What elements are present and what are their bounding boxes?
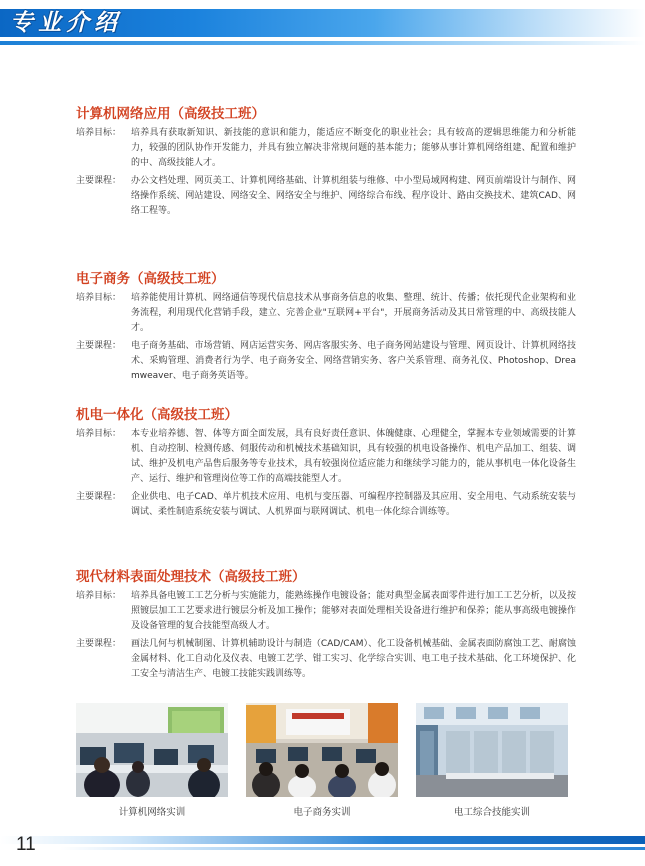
main-courses	[76, 339, 576, 384]
training-goal	[76, 126, 576, 171]
main-courses	[76, 490, 576, 520]
photo-caption: 电工综合技能实训	[453, 807, 530, 818]
goal-text: 培养具备电镀工工艺分析与实施能力，能熟练操作电镀设备；能对典型金属表面零件进行加工工艺分析，以及按照镀层加工工艺要求进行镀层分析及加工操作；能够对表面处理相关设备进行维护和保养；能从事高级电镀操作及设备管理的复合技能型高级人才。	[131, 591, 576, 631]
major-title: 机电一体化（高级技工班）	[76, 407, 238, 423]
photo-caption: 计算机网络实训	[118, 807, 186, 818]
training-goal	[76, 427, 576, 487]
header-stripe	[0, 41, 645, 45]
major-section-mechatronics	[76, 406, 576, 520]
major-section-surface-treatment	[76, 568, 576, 682]
major-title: 计算机网络应用（高级技工班）	[76, 106, 265, 122]
footer-band	[0, 836, 645, 844]
page-header	[0, 0, 645, 58]
photo-caption: 电子商务实训	[293, 807, 351, 818]
goal-text: 培养具有获取新知识、新技能的意识和能力，能适应不断变化的职业社会；具有较高的逻辑思维能力和分析能力，较强的团队协作开发能力，并具有独立解决非常规问题的基本能力；能够从事计算机网络组建、配置和维护的中、高级技能人才。	[131, 128, 576, 168]
goal-text: 本专业培养德、智、体等方面全面发展，具有良好责任意识、体魄健康、心理健全，掌握本专业领域需要的计算机、自动控制、检测传感、伺服传动和机械技术基础知识，具有较强的机电设备操作、机电产品加工、组装、调试、维护及机电产品售后服务等专业技术，具有较强岗位适应能力和继续学习能力的，能从事机电一体化设备生产、运行、维护和管理岗位等工作的高端技能型人才。	[131, 429, 576, 484]
footer-stripe	[60, 847, 645, 850]
major-section-network	[76, 105, 576, 219]
page-title: 专业介绍	[10, 10, 122, 36]
course-label: 主要课程：	[76, 176, 122, 186]
major-section-ecommerce	[76, 270, 576, 384]
course-text: 办公文档处理、网页美工、计算机网络基础、计算机组装与维修、中小型局域网构建、网页前端设计与制作、网络操作系统、网站建设、网络安全、网络安全与维护、网络综合布线、程序设计、路由交换技术、建筑CAD、网络工程等。	[131, 176, 576, 216]
course-label: 主要课程：	[76, 341, 122, 351]
course-text: 画法几何与机械制图、计算机辅助设计与制造（CAD/CAM）、化工设备机械基础、金属表面防腐蚀工艺、耐腐蚀金属材料、化工自动化及仪表、电镀工艺学、钳工实习、化学综合实训、电工电子技术基础、化工环境保护、化工安全与清洁生产、电镀工技能实践训练等。	[131, 639, 576, 679]
course-label: 主要课程：	[76, 492, 122, 502]
major-title: 现代材料表面处理技术（高级技工班）	[76, 569, 306, 585]
goal-label: 培养目标：	[76, 293, 122, 303]
course-text: 电子商务基础、市场营销、网店运营实务、网店客服实务、电子商务网站建设与管理、网页设计、计算机网络技术、采购管理、消费者行为学、电子商务安全、网络营销实务、客户关系管理、商务礼仪、Photoshop、Dreamweaver、电子商务英语等。	[131, 341, 576, 381]
main-courses	[76, 637, 576, 682]
training-goal	[76, 291, 576, 336]
main-courses	[76, 174, 576, 219]
photo-network-lab	[76, 703, 228, 797]
goal-label: 培养目标：	[76, 429, 122, 439]
page-number: 11	[16, 834, 36, 855]
photo-ecommerce-lab	[246, 703, 398, 797]
goal-label: 培养目标：	[76, 128, 122, 138]
photo-electrical-lab	[416, 703, 568, 797]
training-goal	[76, 589, 576, 634]
course-label: 主要课程：	[76, 639, 122, 649]
goal-label: 培养目标：	[76, 591, 122, 601]
major-title: 电子商务（高级技工班）	[76, 271, 225, 287]
course-text: 企业供电、电子CAD、单片机技术应用、电机与变压器、可编程序控制器及其应用、安全用电、气动系统安装与调试、柔性制造系统安装与调试、人机界面与联网调试、机电一体化综合训练等。	[131, 492, 576, 517]
goal-text: 培养能使用计算机、网络通信等现代信息技术从事商务信息的收集、整理、统计、传播；依托现代企业架构和业务流程，利用现代化营销手段，建立、完善企业"互联网+平台"，开展商务活动及其日常管理的中、高级技能人才。	[131, 293, 576, 333]
